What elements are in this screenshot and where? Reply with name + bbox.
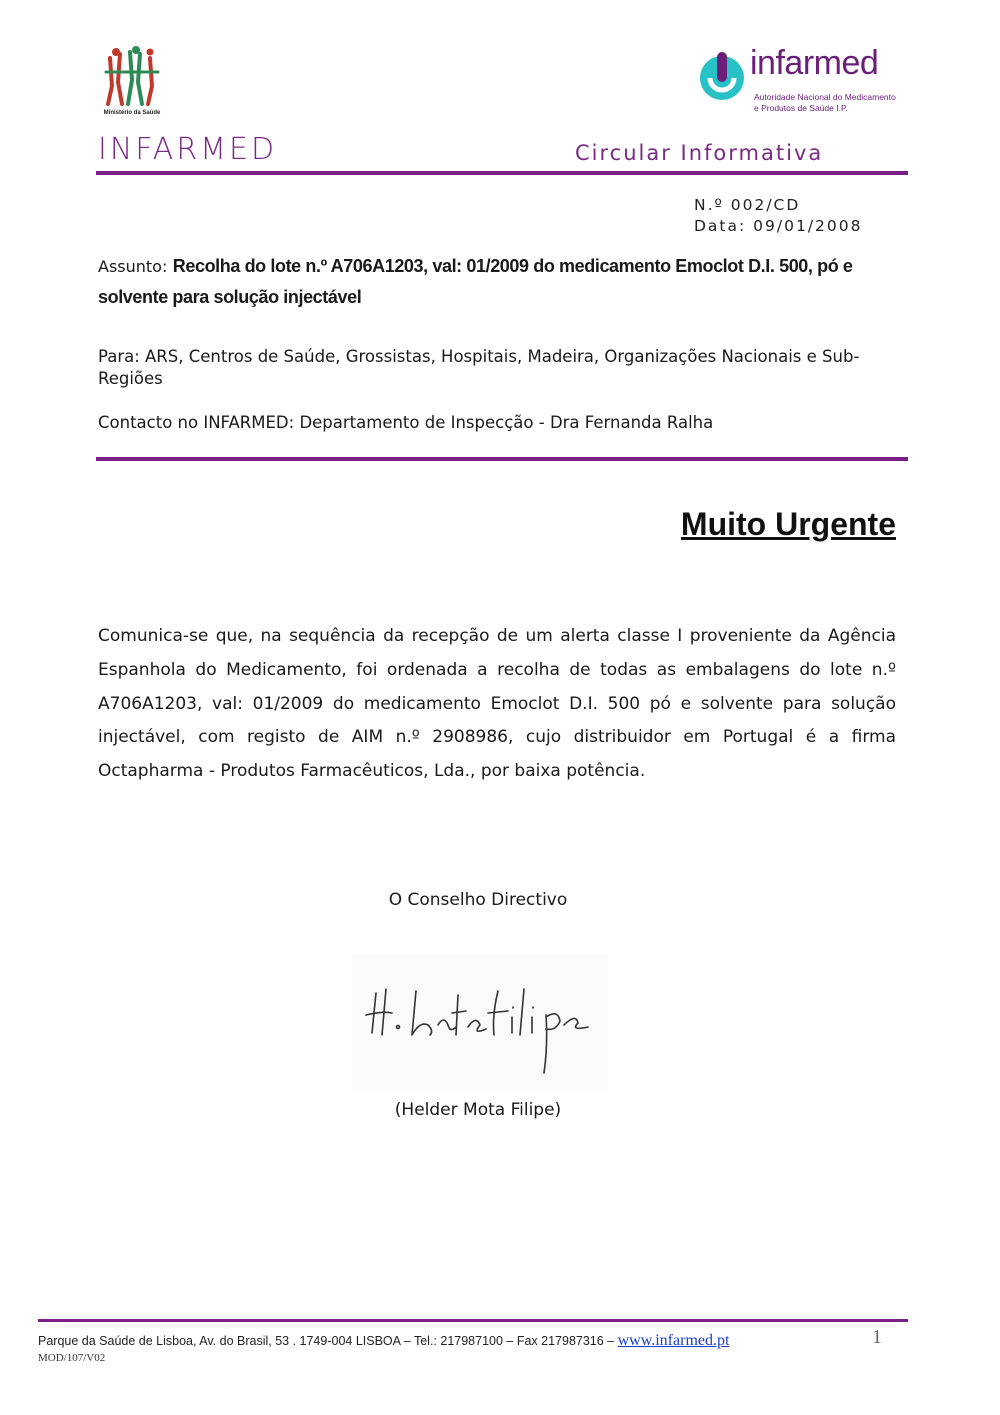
ministry-caption: Ministério da Saúde — [103, 110, 161, 116]
signatory-name: (Helder Mota Filipe) — [394, 1100, 562, 1120]
recipients: Para: ARS, Centros de Saúde, Grossistas, Hospitais, Madeira, Organizações Nacionais e Sub-Regiões — [98, 347, 860, 388]
ministry-of-health-logo — [102, 46, 162, 120]
website-link[interactable]: www.infarmed.pt — [617, 1332, 730, 1349]
footer-address-text: Parque da Saúde de Lisboa, Av. do Brasil, 53 . 1749-004 LISBOA – Tel.: 217987100 – Fax 217987316 – — [38, 1334, 618, 1348]
infarmed-wordmark: infarmed — [750, 44, 879, 82]
closing-line: O Conselho Directivo — [388, 890, 568, 910]
circular-number: N.º 002/CD — [694, 196, 801, 214]
document-type: Circular Informativa — [575, 141, 824, 165]
brand-title: INFARMED — [98, 132, 278, 167]
contact-line: Contacto no INFARMED: Departamento de Inspecção - Dra Fernanda Ralha — [98, 413, 714, 432]
page-number: 1 — [872, 1326, 882, 1348]
infarmed-symbol-icon — [696, 50, 748, 102]
header-divider — [96, 171, 908, 175]
footer-divider — [38, 1319, 908, 1322]
signature — [352, 955, 608, 1089]
infarmed-tagline: Autoridade Nacional do Medicamento e Produtos de Saúde I.P. — [754, 92, 896, 113]
body-paragraph: Comunica-se que, na sequência da recepção de um alerta classe I proveniente da Agência Espanhola do Medicamento, foi ordenada a recolha de todas as embalagens do lote n.º A706A1203, val: 01/2009 do medicamento Emoclot D.I. 500 pó e solvente para solução injectável, com registo de AIM n.º 2908986, cujo distribuidor em Portugal é a firma Octapharma - Produtos Farmacêuticos, Lda., por baixa potência. — [98, 626, 896, 782]
subject-text: Recolha do lote n.º A706A1203, val: 01/2009 do medicamento Emoclot D.I. 500, pó e solvente para solução injectável — [98, 256, 853, 307]
footer-address — [38, 1332, 729, 1350]
urgency-heading: Muito Urgente — [680, 506, 896, 542]
ministry-figures-icon — [102, 46, 162, 108]
reference-block — [694, 195, 863, 237]
section-divider — [96, 457, 908, 461]
subject-label: Assunto: — [98, 257, 168, 276]
handwritten-signature-icon — [352, 955, 608, 1089]
subject — [98, 251, 908, 313]
infarmed-logo — [696, 44, 896, 120]
circular-date: Data: 09/01/2008 — [694, 217, 863, 235]
form-code: MOD/107/V02 — [38, 1352, 106, 1364]
